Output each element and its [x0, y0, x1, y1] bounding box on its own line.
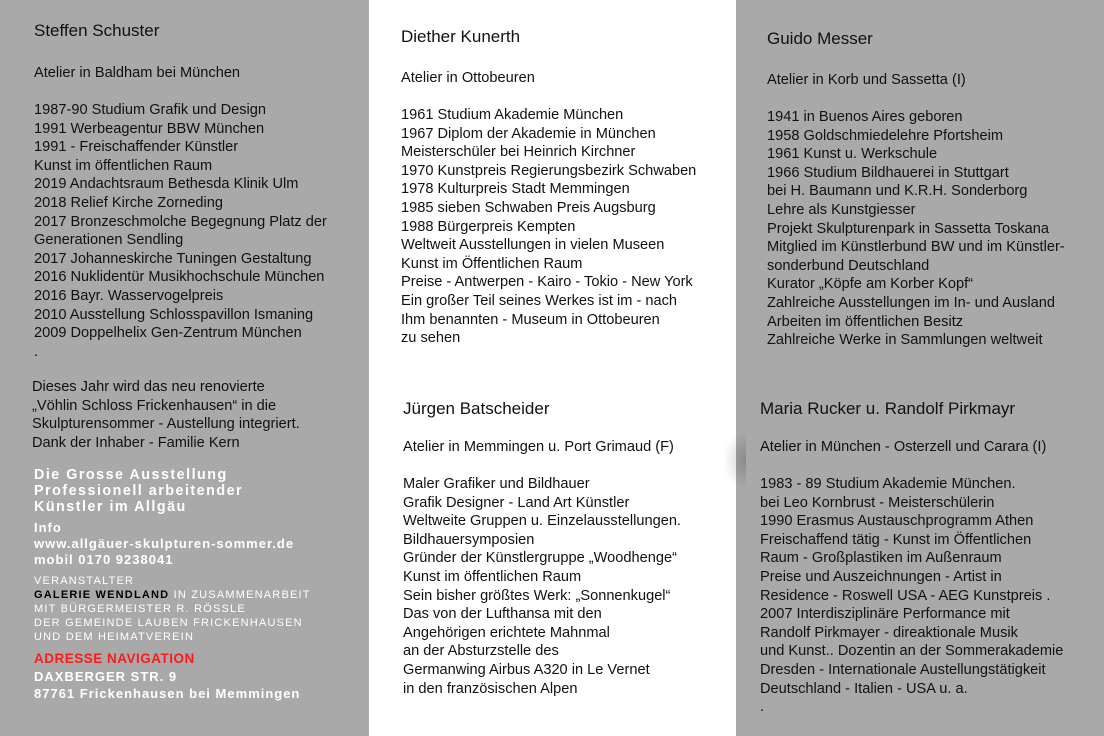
bio-line: Weltweit Ausstellungen in vielen Museen [401, 237, 665, 254]
bio-line: . [760, 699, 765, 716]
bio-line: Kunst im öffentlichen Raum [34, 157, 213, 174]
organizer-gallery: GALERIE WENDLAND [34, 589, 170, 601]
bio-line: Ein großer Teil seines Werkes ist im - nach [401, 292, 678, 309]
bio-line: 2010 Ausstellung Schlosspavillon Ismaning [34, 306, 314, 323]
organizer-line: UND DEM HEIMATVEREIN [34, 631, 195, 643]
website-link[interactable]: www.allgäuer-skulpturen-sommer.de [34, 536, 295, 551]
bio-line: 1991 - Freischaffender Künstler [34, 139, 239, 156]
bio-line: Deutschland - Italien - USA u. a. [760, 680, 968, 697]
address-city: 87761 Frickenhausen bei Memmingen [34, 685, 301, 701]
bio-line: Randolf Pirkmayer - direaktionale Musik [760, 624, 1018, 641]
bio-line: an der Absturzstelle des [403, 643, 559, 660]
bio-batscheider [403, 475, 681, 698]
right-column [736, 0, 1104, 736]
info-label: Info [34, 520, 62, 535]
bio-rucker [760, 475, 1063, 717]
bio-line: Dresden - Internationale Austellungstätigkeit [760, 661, 1046, 678]
bio-line: Zahlreiche Werke in Sammlungen weltweit [767, 332, 1043, 349]
bio-kunerth [401, 106, 696, 348]
organizer-cooperation: IN ZUSAMMENARBEIT [169, 589, 311, 601]
bio-line: 2016 Nuklidentür Musikhochschule München [34, 269, 325, 286]
promo-title-line: Die Grosse Ausstellung [34, 467, 228, 483]
bio-line: Projekt Skulpturenpark in Sassetta Toskana [767, 220, 1050, 237]
bio-line: 1941 in Buenos Aires geboren [767, 109, 963, 125]
organizer-line [34, 588, 311, 602]
bio-line: zu sehen [401, 330, 461, 347]
atelier-batscheider: Atelier in Memmingen u. Port Grimaud (F) [403, 439, 674, 455]
bio-line: 1988 Bürgerpreis Kempten [401, 218, 576, 235]
bio-line: Freischaffend tätig - Kunst im Öffentlichen [760, 531, 1032, 548]
phone-number: mobil 0170 9238041 [34, 552, 174, 567]
bio-line: 2007 Interdisziplinäre Performance mit [760, 606, 1010, 623]
promo-title-line: Künstler im Allgäu [34, 499, 187, 515]
bio-line: Preise und Auszeichnungen - Artist in [760, 568, 1002, 585]
bio-line: Zahlreiche Ausstellungen im In- und Ausland [767, 294, 1055, 311]
bio-line: Kunst im Öffentlichen Raum [401, 255, 583, 272]
bio-line: 1990 Erasmus Austauschprogramm Athen [760, 513, 1034, 530]
bio-line: 1970 Kunstpreis Regierungsbezirk Schwaben [401, 162, 697, 179]
bio-line: 1991 Werbeagentur BBW München [34, 120, 265, 137]
bio-line: bei H. Baumann und K.R.H. Sonderborg [767, 183, 1028, 200]
bio-line: 1978 Kulturpreis Stadt Memmingen [401, 181, 630, 198]
bio-line: Weltweite Gruppen u. Einzelausstellungen. [403, 513, 681, 530]
bio-line: 1987-90 Studium Grafik und Design [34, 102, 267, 118]
navigation-address-label: ADRESSE NAVIGATION [34, 651, 195, 666]
bio-line: bei Leo Kornbrust - Meisterschülerin [760, 494, 995, 511]
bio-line: Meisterschüler bei Heinrich Kirchner [401, 144, 636, 161]
bio-line: Kurator „Köpfe am Korber Kopf“ [767, 276, 974, 293]
bio-line: 1967 Diplom der Akademie in München [401, 125, 656, 142]
bio-schuster [34, 101, 327, 361]
address-street: DAXBERGER STR. 9 [34, 669, 178, 684]
artist-name-batscheider: Jürgen Batscheider [403, 399, 550, 418]
bio-line: 1961 Kunst u. Werkschule [767, 146, 938, 163]
artist-name-schuster: Steffen Schuster [34, 21, 160, 40]
middle-column [369, 0, 736, 736]
bio-line: Lehre als Kunstgiesser [767, 201, 916, 218]
bio-line: sonderbund Deutschland [767, 257, 930, 274]
bio-line: 2016 Bayr. Wasservogelpreis [34, 287, 224, 304]
note-line: Dieses Jahr wird das neu renovierte [32, 379, 265, 395]
left-column [0, 0, 369, 736]
bio-line: Kunst im öffentlichen Raum [403, 568, 582, 585]
bio-line: 1966 Studium Bildhauerei in Stuttgart [767, 164, 1009, 181]
bio-line: 1961 Studium Akademie München [401, 107, 624, 123]
bio-line: Sein bisher größtes Werk: „Sonnenkugel“ [403, 587, 671, 604]
artist-name-messer: Guido Messer [767, 29, 873, 48]
bio-line: 2009 Doppelhelix Gen-Zentrum München [34, 325, 302, 342]
note-line: Skulpturensommer - Austellung integriert. [32, 416, 300, 433]
organizer-line: DER GEMEINDE LAUBEN FRICKENHAUSEN [34, 617, 303, 629]
promo-title [34, 467, 243, 515]
organizer-line: MIT BÜRGERMEISTER R. RÖSSLE [34, 603, 246, 615]
bio-line: und Kunst.. Dozentin an der Sommerakademie [760, 643, 1064, 660]
bio-line: Generationen Sendling [34, 232, 184, 249]
artist-name-kunerth: Diether Kunerth [401, 27, 521, 46]
bio-line: Angehörigen erichtete Mahnmal [403, 624, 610, 641]
info-block [34, 520, 294, 568]
bio-line: Residence - Roswell USA - AEG Kunstpreis . [760, 587, 1051, 604]
organizer-block [34, 574, 311, 644]
bio-line: 1985 sieben Schwaben Preis Augsburg [401, 199, 656, 216]
bio-line: Grafik Designer - Land Art Künstler [403, 494, 630, 511]
bio-line: Das von der Lufthansa mit den [403, 606, 602, 623]
bio-line: Mitglied im Künstlerbund BW und im Künstler- [767, 239, 1065, 256]
address-block [34, 669, 300, 702]
bio-line: Ihm benannten - Museum in Ottobeuren [401, 311, 660, 328]
bio-line: 2018 Relief Kirche Zorneding [34, 194, 224, 211]
note-schloss [32, 378, 300, 452]
bio-line: Germanwing Airbus A320 in Le Vernet [403, 661, 650, 678]
atelier-messer: Atelier in Korb und Sassetta (I) [767, 72, 966, 88]
bio-line: . [34, 343, 39, 360]
bio-line: Arbeiten im öffentlichen Besitz [767, 313, 964, 330]
note-line: Dank der Inhaber - Familie Kern [32, 434, 240, 451]
bio-messer [767, 108, 1065, 350]
bio-line: 1958 Goldschmiedelehre Pfortsheim [767, 127, 1004, 144]
promo-title-line: Professionell arbeitender [34, 483, 244, 499]
bio-line: in den französischen Alpen [403, 680, 578, 697]
artist-name-rucker-pirkmayr: Maria Rucker u. Randolf Pirkmayr [760, 399, 1016, 418]
atelier-schuster: Atelier in Baldham bei München [34, 65, 241, 81]
bio-line: Raum - Großplastiken im Außenraum [760, 550, 1002, 567]
bio-line: 1983 - 89 Studium Akademie München. [760, 476, 1016, 492]
bio-line: 2019 Andachtsraum Bethesda Klinik Ulm [34, 176, 299, 193]
bio-line: Preise - Antwerpen - Kairo - Tokio - New York [401, 274, 693, 291]
atelier-kunerth: Atelier in Ottobeuren [401, 70, 535, 86]
organizer-label: VERANSTALTER [34, 575, 135, 587]
note-line: „Vöhlin Schloss Frickenhausen“ in die [32, 397, 277, 414]
bio-line: 2017 Bronzeschmolche Begegnung Platz der [34, 213, 327, 230]
bio-line: Gründer der Künstlergruppe „Woodhenge“ [403, 550, 677, 567]
bio-line: Bildhauersymposien [403, 531, 535, 548]
atelier-rucker: Atelier in München - Osterzell und Carara (I) [760, 439, 1047, 455]
bio-line: Maler Grafiker und Bildhauer [403, 476, 590, 492]
bio-line: 2017 Johanneskirche Tuningen Gestaltung [34, 250, 312, 267]
